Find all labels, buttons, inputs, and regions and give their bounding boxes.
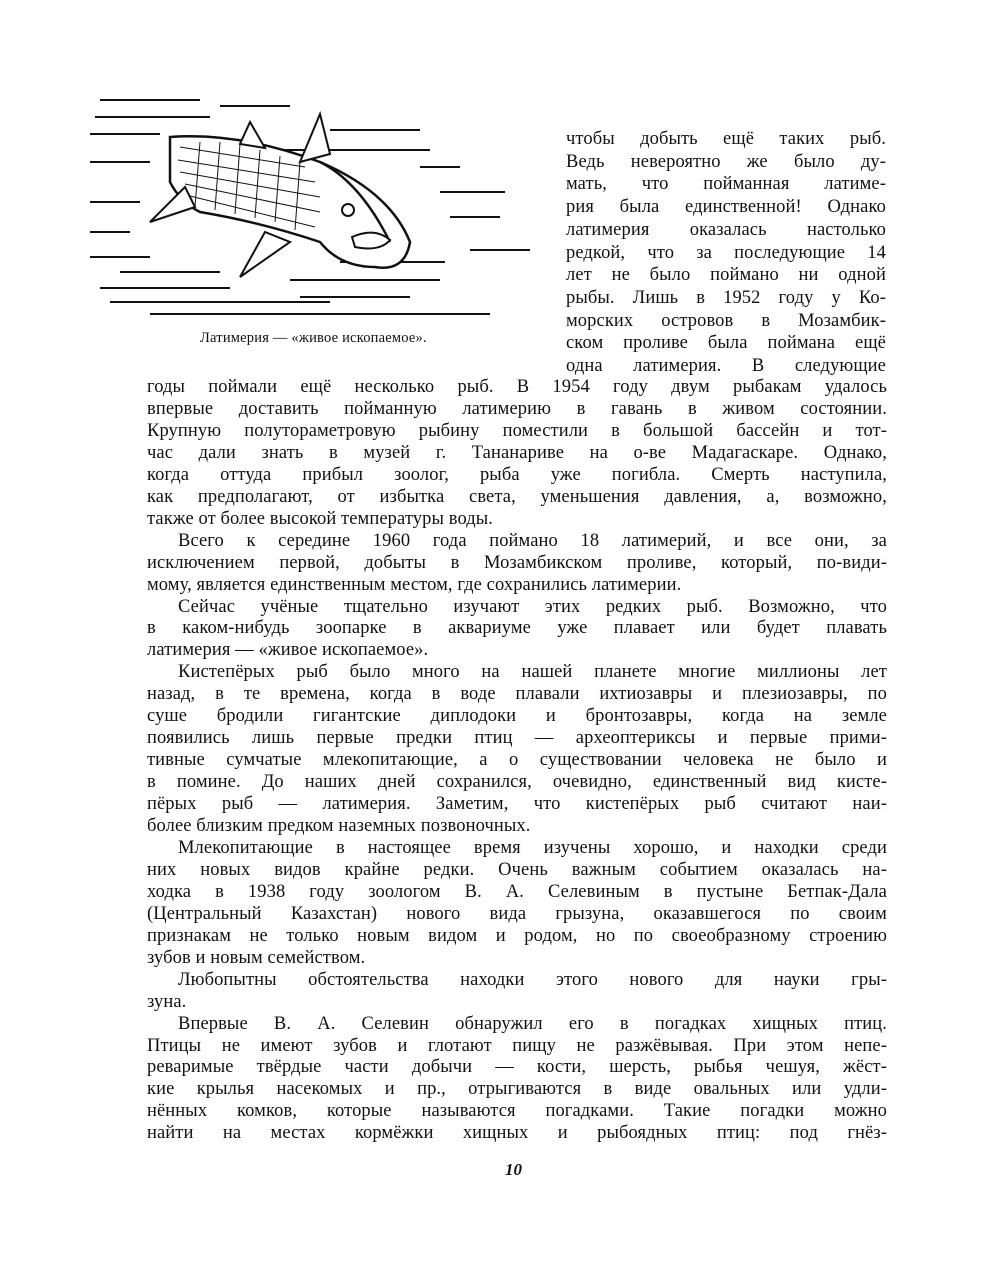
text-line: впервые доставить пойманную латимерию в гавань в живом состоянии.	[147, 398, 887, 419]
text-line: Млекопитающие в настоящее время изучены хорошо, и находки среди	[178, 837, 887, 858]
text-line: ском проливе была поймана ещё	[566, 333, 886, 354]
text-line: рия была единственной! Однако	[566, 197, 886, 218]
text-line: зуна.	[147, 991, 187, 1012]
text-line: как предполагают, от избытка света, уменьшения давления, а, возможно,	[147, 486, 887, 507]
text-line: появились лишь первые предки птиц — археоптериксы и первые прими-	[147, 728, 887, 749]
text-line: пёрых рыб — латимерия. Заметим, что кистепёрых рыб считают наи-	[147, 794, 887, 815]
text-line: лет не было поймано ни одной	[566, 265, 886, 286]
text-line: Птицы не имеют зубов и глотают пищу не разжёвывая. При этом непе-	[147, 1035, 887, 1056]
text-line: Ведь невероятно же было ду-	[566, 151, 886, 172]
text-line: Впервые В. А. Селевин обнаружил его в погадках хищных птиц.	[178, 1013, 887, 1034]
text-line: (Центральный Казахстан) нового вида грызуна, оказавшегося по своим	[147, 903, 887, 924]
text-line: в помине. До наших дней сохранился, очевидно, единственный вид кисте-	[147, 772, 887, 793]
text-line: Всего к середине 1960 года поймано 18 латимерий, и все они, за	[178, 530, 887, 551]
text-line: одна латимерия. В следующие	[566, 356, 886, 376]
text-line: чтобы добыть ещё таких рыб.	[566, 129, 886, 149]
text-line: них новых видов крайне редки. Очень важным событием оказалась на-	[147, 859, 887, 880]
text-line: также от более высокой температуры воды.	[147, 508, 494, 529]
coelacanth-illustration	[90, 92, 550, 327]
text-line: зубов и новым семейством.	[147, 947, 366, 968]
text-line: в каком-нибудь зоопарке в аквариуме уже плавает или будет плавать	[147, 618, 887, 639]
figure-caption: Латимерия — «живое ископаемое».	[200, 330, 427, 346]
text-line: признакам не только новым видом и родом, но по своеобразному строению	[147, 925, 887, 946]
text-line: нённых комков, которые называются погадками. Такие погадки можно	[147, 1101, 887, 1122]
text-line: когда оттуда прибыл зоолог, рыба уже погибла. Смерть наступила,	[147, 464, 887, 485]
text-line: суше бродили гигантские диплодоки и бронтозавры, когда на земле	[147, 706, 887, 727]
text-line: рыбы. Лишь в 1952 году у Ко-	[566, 287, 886, 308]
text-line: реваримые твёрдые части добычи — кости, шерсть, рыбья чешуя, жёст-	[147, 1057, 887, 1078]
text-line: годы поймали ещё несколько рыб. В 1954 году двум рыбакам удалось	[147, 377, 887, 397]
text-line: кие крылья насекомых и пр., отрыгиваются в виде овальных или удли-	[147, 1079, 887, 1100]
text-line: морских островов в Мозамбик-	[566, 310, 886, 331]
text-line: Любопытны обстоятельства находки этого нового для науки гры-	[178, 969, 887, 990]
text-line: мому, является единственным местом, где сохранились латимерии.	[147, 574, 682, 595]
text-line: ходка в 1938 году зоологом В. А. Селевиным в пустыне Бетпак-Дала	[147, 881, 887, 902]
text-line: найти на местах кормёжки хищных и рыбоядных птиц: под гнёз-	[147, 1123, 887, 1144]
text-line: латимерия оказалась настолько	[566, 219, 886, 240]
text-line: час дали знать в музей г. Тананариве на о-ве Мадагаскаре. Однако,	[147, 442, 887, 463]
text-line: Сейчас учёные тщательно изучают этих редких рыб. Возможно, что	[178, 596, 887, 617]
text-line: назад, в те времена, когда в воде плавали ихтиозавры и плезиозавры, по	[147, 684, 887, 705]
text-line: латимерия — «живое ископаемое».	[147, 640, 429, 661]
text-line: Крупную полутораметровую рыбину поместили в большой бассейн и тот-	[147, 420, 887, 441]
text-line: мать, что пойманная латиме-	[566, 174, 886, 195]
text-line: редкой, что за последующие 14	[566, 242, 886, 263]
page-number: 10	[505, 1160, 522, 1179]
text-line: Кистепёрых рыб было много на нашей планете многие миллионы лет	[178, 662, 887, 683]
text-line: исключением первой, добыты в Мозамбикском проливе, который, по-види-	[147, 552, 887, 573]
text-line: более близким предком наземных позвоночных.	[147, 816, 531, 836]
text-line: тивные сумчатые млекопитающие, а о существовании человека не было и	[147, 750, 887, 771]
